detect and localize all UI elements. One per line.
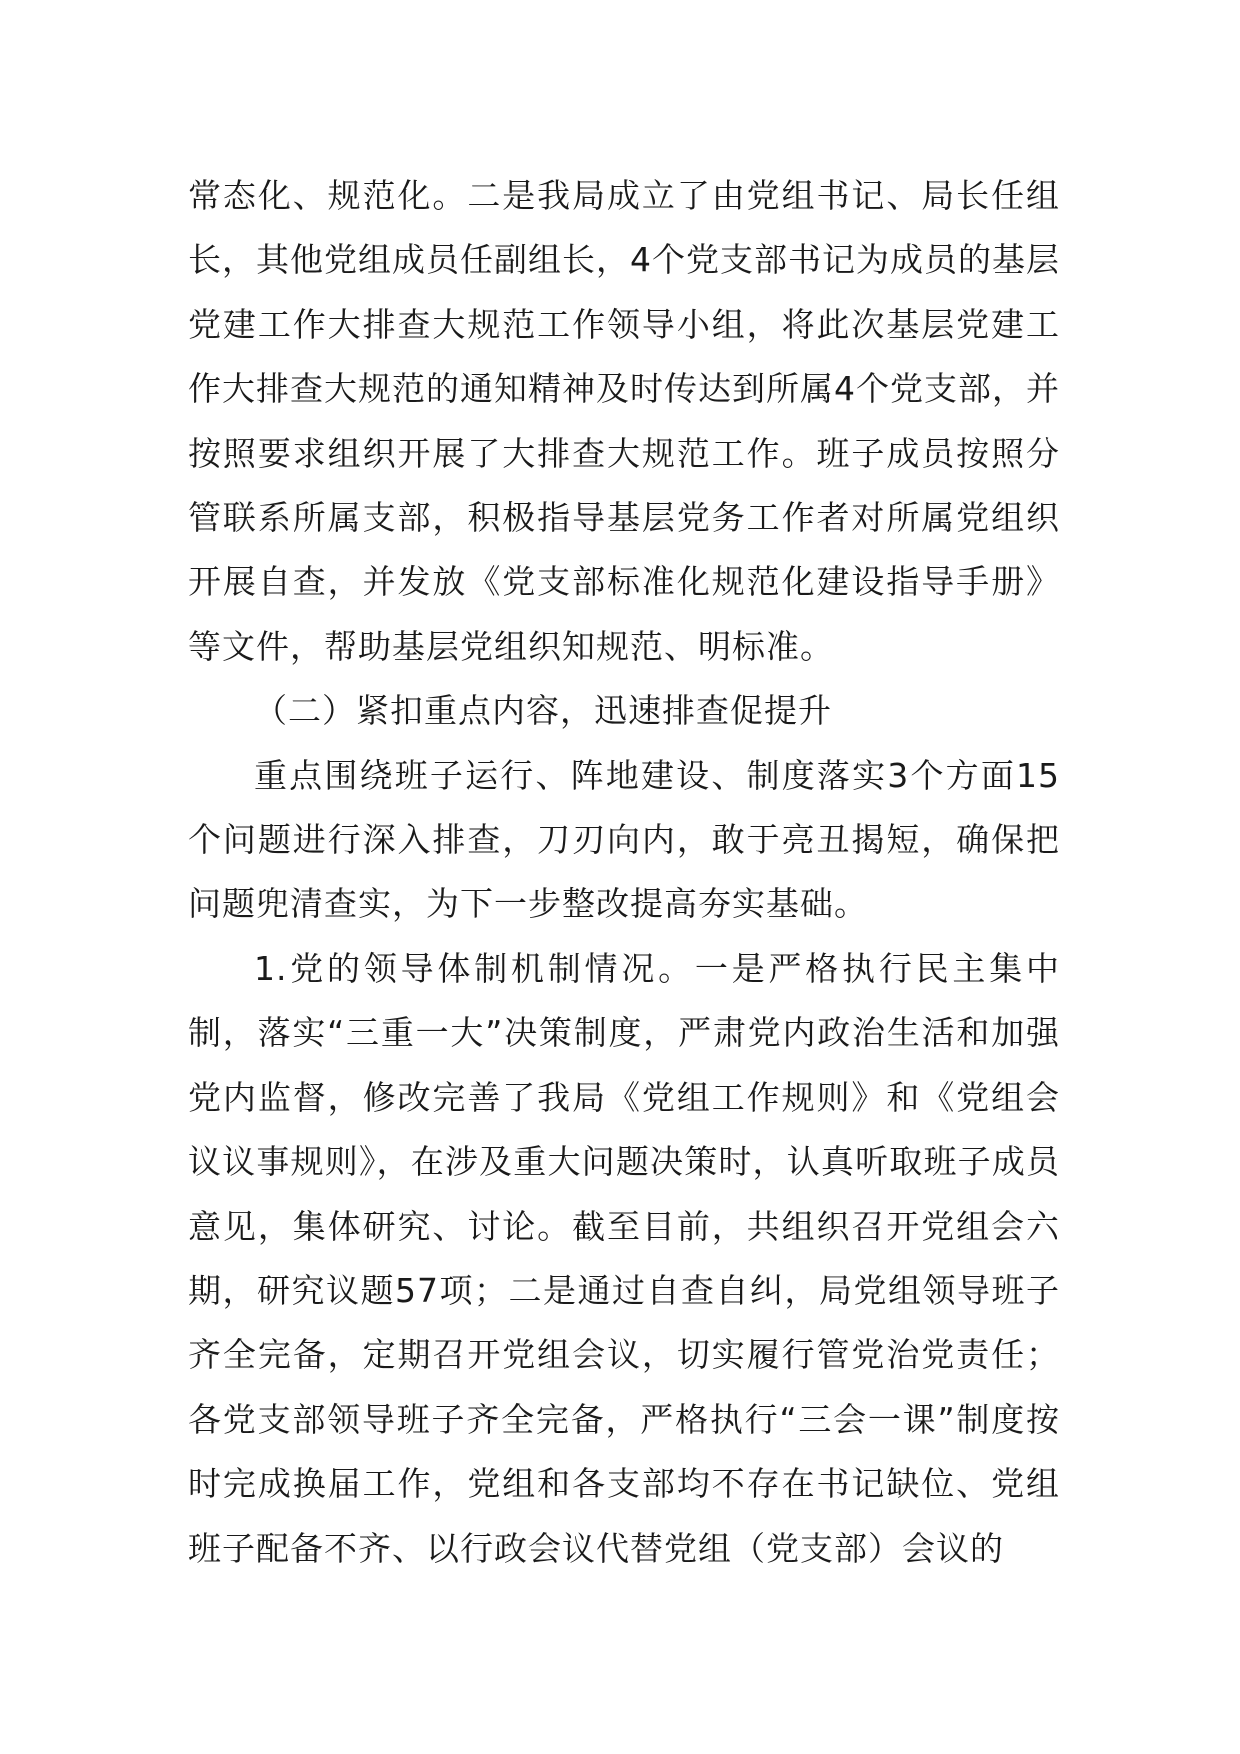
section-heading: （二）紧扣重点内容，迅速排查促提升 (254, 691, 832, 731)
paragraph-item-1: 1.党的领导体制机制情况。一是严格执行民主集中制，落实“三重一大”决策制度，严肃党内政治生活和加强党内监督，修改完善了我局《党组工作规则》和《党组会议议事规则》，在涉及重大问题决策时，认真听取班子成员意见，集体研究、讨论。截至目前，共组织召开党组会六期，研究议题57项；二是通过自查自纠，局党组领导班子齐全完备，定期召开党组会议，切实履行管党治党责任；各党支部领导班子齐全完备，严格执行“三会一课”制度按时完成换届工作，党组和各支部均不存在书记缺位、党组班子配备不齐、以行政会议代替党组（党支部）会议的 (188, 948, 1060, 1568)
paragraph-continuation: 常态化、规范化。二是我局成立了由党组书记、局长任组长，其他党组成员任副组长，4个党支部书记为成员的基层党建工作大排查大规范工作领导小组，将此次基层党建工作大排查大规范的通知精神及时传达到所属4个党支部，并按照要求组织开展了大排查大规范工作。班子成员按照分管联系所属支部，积极指导基层党务工作者对所属党组织开展自查，并发放《党支部标准化规范化建设指导手册》等文件，帮助基层党组织知规范、明标准。 (188, 176, 1060, 666)
document-body (188, 164, 1060, 1581)
paragraph-focus: 重点围绕班子运行、阵地建设、制度落实3个方面15个问题进行深入排查，刀刃向内，敢于亮丑揭短，确保把问题兜清查实，为下一步整改提高夯实基础。 (188, 755, 1060, 924)
